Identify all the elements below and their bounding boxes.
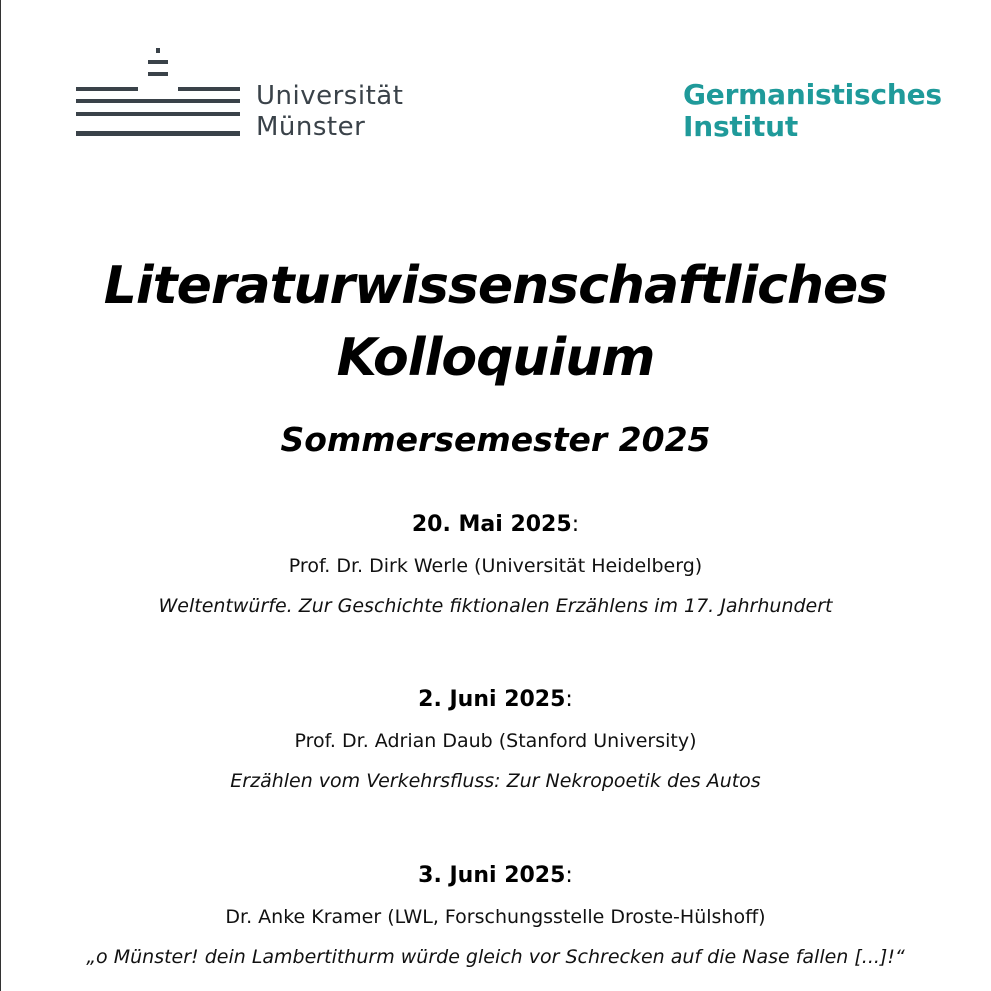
page-title [0, 250, 991, 394]
event-date-colon: : [565, 863, 573, 888]
event-date [0, 512, 991, 538]
institute-name-line2: Institut [683, 110, 799, 143]
event-item [0, 512, 991, 618]
event-date-text: 3. Juni 2025 [418, 863, 566, 888]
event-talk-title: Erzählen vom Verkehrsfluss: Zur Nekropoetik des Autos [230, 770, 761, 792]
university-emblem-icon [76, 48, 246, 143]
institute-name-line1: Germanistisches [683, 78, 942, 111]
page-edge [0, 0, 1, 991]
event-item [0, 687, 991, 793]
event-speaker: Prof. Dr. Adrian Daub (Stanford University) [294, 730, 697, 752]
event-date [0, 687, 991, 713]
event-speaker: Dr. Anke Kramer (LWL, Forschungsstelle Droste-Hülshoff) [225, 906, 766, 928]
university-name-line2: Münster [256, 112, 366, 142]
title-line1: Literaturwissenschaftliches [103, 256, 888, 316]
event-talk-title: Weltentwürfe. Zur Geschichte fiktionalen Erzählens im 17. Jahrhundert [158, 595, 833, 617]
event-date-text: 2. Juni 2025 [418, 687, 566, 712]
event-speaker: Prof. Dr. Dirk Werle (Universität Heidelberg) [288, 555, 703, 577]
semester-heading: Sommersemester 2025 [280, 420, 711, 459]
event-date-text: 20. Mai 2025 [411, 512, 572, 537]
event-date [0, 863, 991, 889]
university-name [256, 81, 403, 143]
event-date-colon: : [571, 512, 580, 537]
event-item [0, 863, 991, 969]
university-logo [76, 48, 406, 143]
event-talk-title: „o Münster! dein Lambertithurm würde gleich vor Schrecken auf die Nase fallen [...]!“ [86, 946, 905, 968]
event-date-colon: : [565, 687, 573, 712]
title-line2: Kolloquium [336, 328, 655, 388]
institute-name [683, 79, 942, 143]
university-name-line1: Universität [256, 81, 404, 111]
